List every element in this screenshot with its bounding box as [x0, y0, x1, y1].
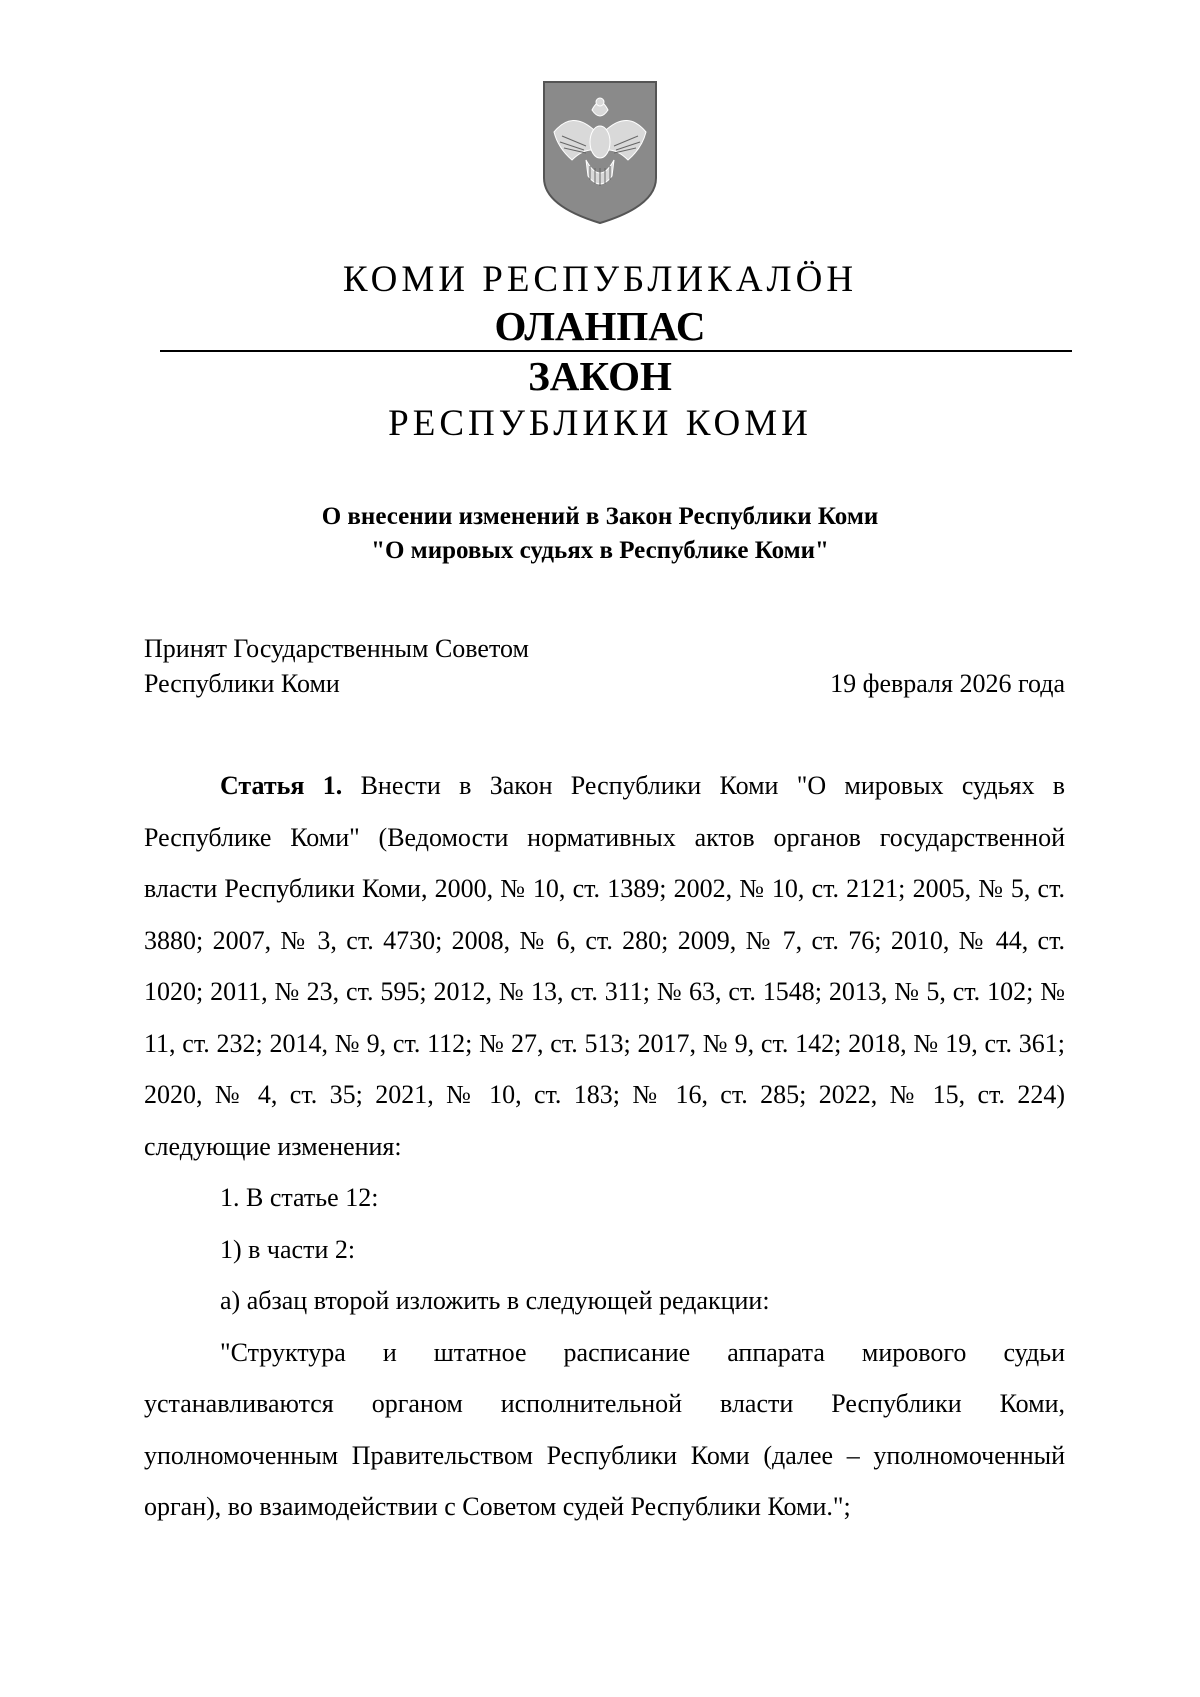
header-zakon: ЗАКОН [528, 353, 672, 399]
article-1-label: Статья 1. [220, 771, 343, 800]
adoption-date: 19 февраля 2026 года [830, 669, 1065, 698]
amendment-item-1-1: 1) в части 2: [220, 1234, 356, 1264]
adoption-line2: Республики Коми [144, 669, 340, 698]
header-komi-line: КОМИ РЕСПУБЛИКАЛӦН [342, 259, 858, 300]
amendment-quote: "Структура и штатное расписание аппарата мирового судьи устанавливаются органом исполнительной власти Республики Коми, уполномоченным Правительством Республики Коми (далее – уполномоченный орган), во взаимодействии с Советом судей Республики Коми."; [144, 1337, 1065, 1521]
document-title-line2: "О мировых судьях в Республике Коми" [371, 537, 829, 564]
header-republic: РЕСПУБЛИКИ КОМИ [388, 403, 812, 444]
article-body [144, 760, 1065, 1533]
amendment-item-1-1-a: а) абзац второй изложить в следующей редакции: [220, 1286, 770, 1315]
document-title-line1: О внесении изменений в Закон Республики Коми [321, 503, 879, 530]
document-title [0, 500, 1200, 568]
adoption-line1: Принят Государственным Советом [144, 634, 529, 663]
header-olanpas: ОЛАНПАС [494, 303, 706, 349]
komi-coat-of-arms-emblem [542, 80, 658, 225]
article-1-text: Внести в Закон Республики Коми "О мировых судьях в Республике Коми" (Ведомости нормативных актов органов государственной власти Республики Коми, 2000, № 10, ст. 1389; 2002, № 10, ст. 2121; 2005, № 5, ст. 3880; 2007, № 3, ст. 4730; 2008, № 6, ст. 280; 2009, № 7, ст. 76; 2010, № 44, ст. 1020; 2011, № 23, ст. 595; 2012, № 13, ст. 311; № 63, ст. 1548; 2013, № 5, ст. 102; № 11, ст. 232; 2014, № 9, ст. 112; № 27, ст. 513; 2017, № 9, ст. 142; 2018, № 19, ст. 361; 2020, № 4, ст. 35; 2021, № 10, ст. 183; № 16, ст. 285; 2022, № 15, ст. 224) следующие изменения: [144, 771, 1066, 1161]
amendment-item-1: 1. В статье 12: [220, 1183, 379, 1212]
article-1-paragraph [144, 760, 1065, 1172]
